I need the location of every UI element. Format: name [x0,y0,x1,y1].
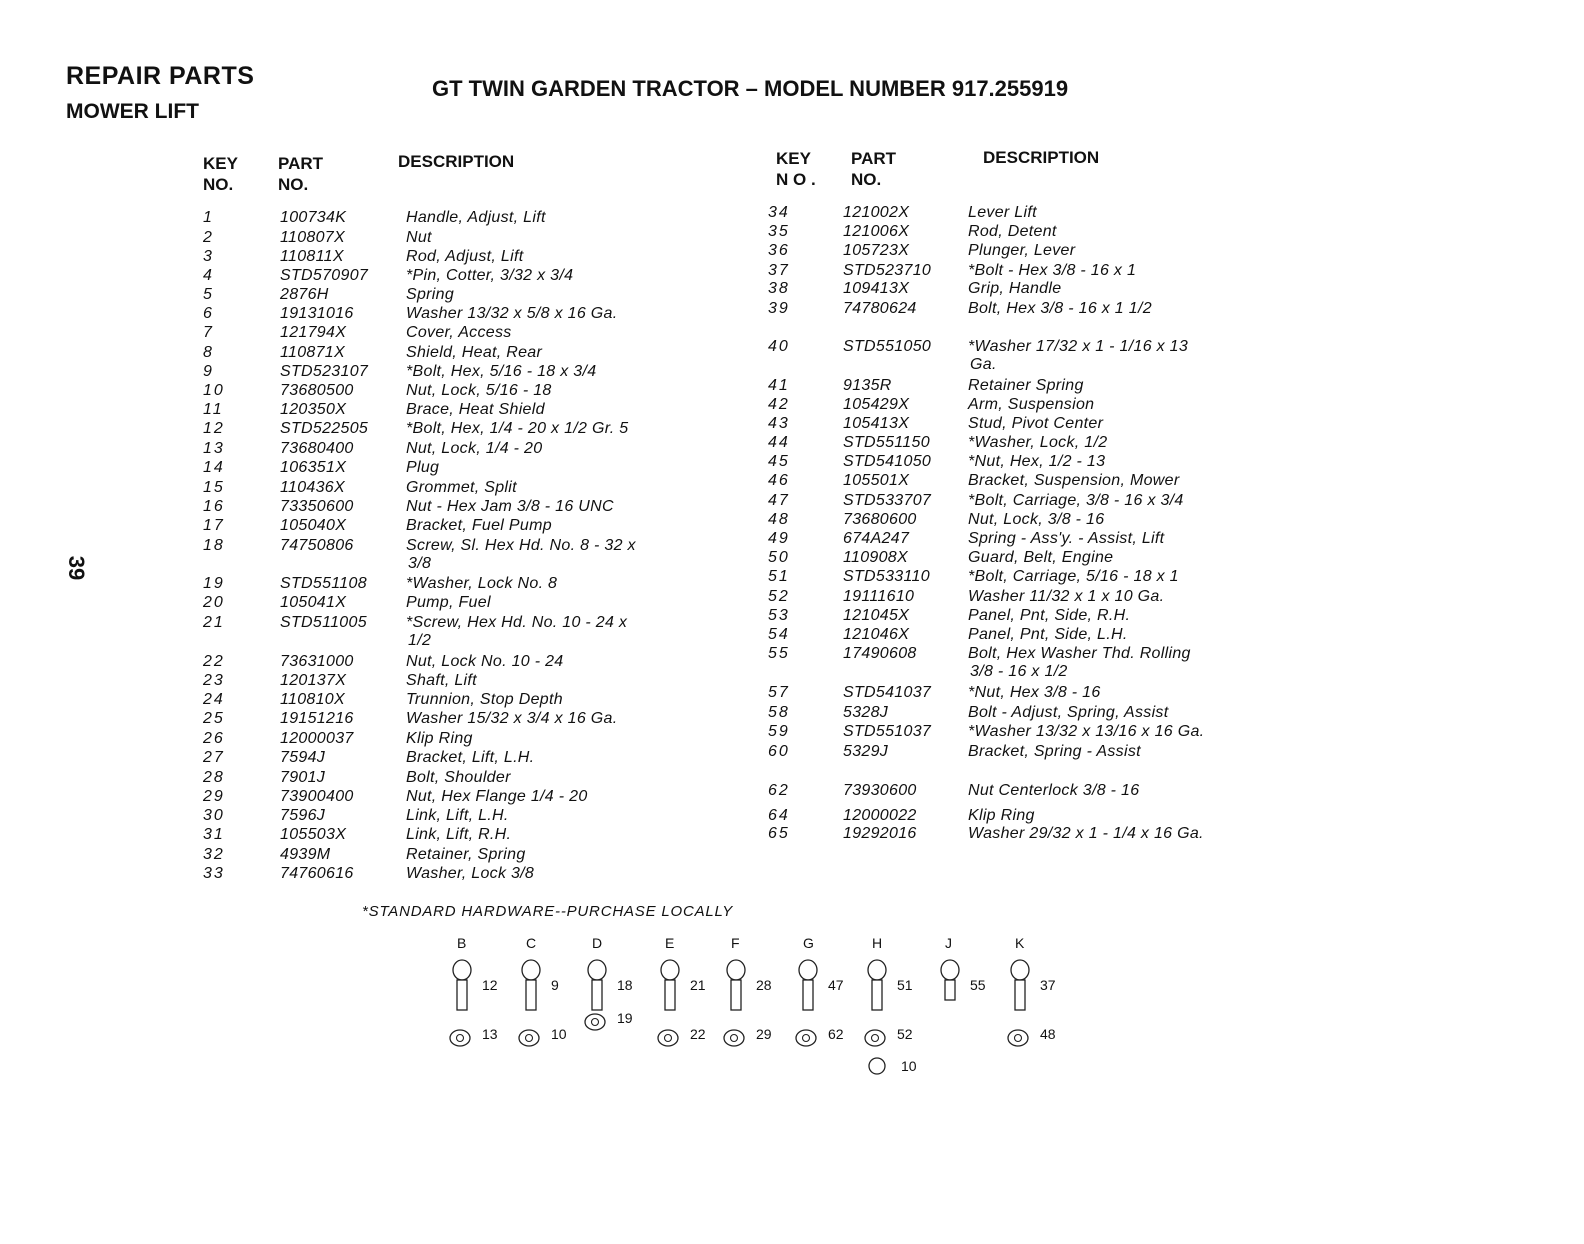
key-number: 5 [203,286,214,303]
part-description-cont: Ga. [970,356,997,373]
part-description: Panel, Pnt, Side, R.H. [968,607,1131,624]
part-number: 105503X [280,826,347,843]
nut-icon [796,1030,816,1046]
part-number: 73680400 [280,440,354,457]
part-description: Bolt - Adjust, Spring, Assist [968,704,1169,721]
part-description: Nut, Lock No. 10 - 24 [406,653,564,670]
part-number: 73900400 [280,788,354,805]
hardware-nut2-key: 10 [901,1058,917,1074]
key-number: 43 [768,415,790,432]
hardware-bolt-key: 9 [551,977,559,993]
key-number: 40 [768,338,790,355]
part-description: Nut [406,229,432,246]
page-number: 39 [64,555,90,581]
part-description: Washer 11/32 x 1 x 10 Ga. [968,588,1165,605]
key-number: 18 [203,537,225,554]
part-description: Stud, Pivot Center [968,415,1104,432]
part-description: Nut, Hex Flange 1/4 - 20 [406,788,588,805]
part-number: STD533110 [843,568,930,585]
hardware-letter: D [592,935,603,951]
part-description: *Bolt - Hex 3/8 - 16 x 1 [968,262,1137,279]
key-number: 50 [768,549,790,566]
key-number: 19 [203,575,225,592]
part-number: STD551037 [843,723,932,740]
part-number: 120350X [280,401,347,418]
part-header-line2: NO. [278,175,309,194]
part-description: Bracket, Lift, L.H. [406,749,535,766]
part-description: Plunger, Lever [968,242,1076,259]
model-heading: GT TWIN GARDEN TRACTOR – MODEL NUMBER 917.255919 [432,76,1069,101]
part-description: Klip Ring [968,807,1035,824]
part-number: 105041X [280,594,347,611]
part-number: STD511005 [280,614,367,631]
part-description-cont: 3/8 - 16 x 1/2 [970,663,1068,680]
part-description: Nut - Hex Jam 3/8 - 16 UNC [406,498,614,515]
part-description: Panel, Pnt, Side, L.H. [968,626,1128,643]
bolt-icon [941,960,959,1000]
part-number: 73680600 [843,511,917,528]
nut-icon [450,1030,470,1046]
nut-hole-shape [1015,1035,1022,1042]
part-number: 106351X [280,459,347,476]
key-number: 39 [768,300,790,317]
part-description: Plug [406,459,440,476]
key-number: 11 [203,401,224,418]
key-number: 9 [203,363,214,380]
part-number: 110810X [280,691,345,708]
part-number: 110807X [280,229,345,246]
key-number: 25 [203,710,225,727]
part-number: 73350600 [280,498,354,515]
part-description-cont: 1/2 [408,632,432,649]
part-description: *Bolt, Hex, 1/4 - 20 x 1/2 Gr. 5 [406,420,629,437]
bolt-icon [727,960,745,1010]
key-number: 29 [203,788,225,805]
key-number: 44 [768,434,790,451]
key-header-line2: N O . [776,170,816,189]
hardware-bolt-key: 12 [482,977,498,993]
part-description: Bolt, Hex 3/8 - 16 x 1 1/2 [968,300,1152,317]
part-number: 74760616 [280,865,354,882]
nut-icon [585,1014,605,1030]
bolt-icon [522,960,540,1010]
part-description: Pump, Fuel [406,594,491,611]
bolt-icon [588,960,606,1010]
part-number: 73680500 [280,382,354,399]
bolt-head-shape [941,960,959,980]
key-number: 48 [768,511,790,528]
bolt-icon [661,960,679,1010]
part-number: 7901J [280,769,326,786]
part-description: *Bolt, Carriage, 3/8 - 16 x 3/4 [968,492,1184,509]
part-description: Nut Centerlock 3/8 - 16 [968,782,1140,799]
nut-icon [519,1030,539,1046]
standard-hardware-note: *STANDARD HARDWARE--PURCHASE LOCALLY [362,903,734,920]
part-number: 73930600 [843,782,917,799]
nut-icon [724,1030,744,1046]
bolt-icon [453,960,471,1010]
part-description: Rod, Detent [968,223,1057,240]
key-number: 51 [768,568,790,585]
bolt-shank-shape [872,980,882,1010]
part-number: 121045X [843,607,910,624]
right-desc-header: DESCRIPTION [983,148,1100,167]
part-description: *Bolt, Hex, 5/16 - 18 x 3/4 [406,363,597,380]
part-description: Bolt, Shoulder [406,769,511,786]
hardware-nut-key: 19 [617,1010,633,1026]
nut-hole-shape [803,1035,810,1042]
part-description: Shaft, Lift [406,672,477,689]
key-number: 26 [203,730,225,747]
nut-icon [865,1030,885,1046]
part-number: STD522505 [280,420,369,437]
bolt-head-shape [727,960,745,980]
part-number: 120137X [280,672,347,689]
bolt-shank-shape [457,980,467,1010]
nut-hole-shape [526,1035,533,1042]
part-description: Klip Ring [406,730,473,747]
key-number: 54 [768,626,790,643]
key-number: 53 [768,607,790,624]
key-number: 20 [203,594,225,611]
key-number: 1 [203,209,214,226]
hardware-bolt-key: 51 [897,977,913,993]
key-number: 34 [768,204,790,221]
key-number: 22 [203,653,225,670]
part-description: Lever Lift [968,204,1037,221]
part-number: 105723X [843,242,910,259]
key-number: 2 [203,229,214,246]
key-number: 38 [768,280,790,297]
part-number: STD533707 [843,492,932,509]
key-header-line1: KEY [776,149,811,168]
key-number: 30 [203,807,225,824]
part-description: *Washer, Lock, 1/2 [968,434,1108,451]
key-number: 65 [768,825,790,842]
part-description: Washer 15/32 x 3/4 x 16 Ga. [406,710,618,727]
bolt-head-shape [868,960,886,980]
part-number: 674A247 [843,530,910,547]
hardware-bolt-key: 37 [1040,977,1056,993]
key-number: 46 [768,472,790,489]
part-number: STD523107 [280,363,369,380]
bolt-icon [799,960,817,1010]
part-number: 19151216 [280,710,354,727]
bolt-head-shape [661,960,679,980]
part-header-line2: NO. [851,170,882,189]
key-number: 47 [768,492,790,509]
bolt-head-shape [588,960,606,980]
key-number: 8 [203,344,214,361]
part-description-cont: 3/8 [408,555,432,572]
part-description: *Nut, Hex 3/8 - 16 [968,684,1101,701]
hardware-bolt-key: 28 [756,977,772,993]
part-description: Nut, Lock, 3/8 - 16 [968,511,1105,528]
part-number: 12000022 [843,807,917,824]
part-header-line1: PART [851,149,897,168]
part-number: 121046X [843,626,910,643]
part-description: Nut, Lock, 5/16 - 18 [406,382,552,399]
key-number: 16 [203,498,225,515]
part-description: *Pin, Cotter, 3/32 x 3/4 [406,267,574,284]
key-number: 41 [768,377,790,394]
hardware-letter: C [526,935,537,951]
key-number: 42 [768,396,790,413]
hardware-nut-key: 10 [551,1026,567,1042]
key-number: 32 [203,846,225,863]
nut-icon [869,1058,885,1074]
part-description: Washer 13/32 x 5/8 x 16 Ga. [406,305,618,322]
part-header-line1: PART [278,154,324,173]
part-number: 73631000 [280,653,354,670]
hardware-nut-key: 48 [1040,1026,1056,1042]
bolt-head-shape [522,960,540,980]
part-number: 5328J [843,704,889,721]
part-number: 110436X [280,479,345,496]
part-description: Shield, Heat, Rear [406,344,543,361]
key-number: 58 [768,704,790,721]
part-number: 121006X [843,223,910,240]
key-number: 64 [768,807,790,824]
part-number: 19292016 [843,825,917,842]
part-number: 100734K [280,209,347,226]
part-description: Cover, Access [406,324,512,341]
key-number: 17 [203,517,225,534]
part-number: 19131016 [280,305,354,322]
nut-icon [658,1030,678,1046]
key-number: 52 [768,588,790,605]
part-number: 17490608 [843,645,917,662]
key-number: 6 [203,305,214,322]
key-number: 27 [203,749,225,766]
bolt-head-shape [799,960,817,980]
bolt-shank-shape [592,980,602,1010]
part-number: 121794X [280,324,347,341]
part-description: Washer, Lock 3/8 [406,865,535,882]
key-number: 35 [768,223,790,240]
part-description: Link, Lift, R.H. [406,826,512,843]
part-number: 74780624 [843,300,917,317]
key-number: 13 [203,440,225,457]
part-number: 110871X [280,344,345,361]
key-number: 24 [203,691,225,708]
key-number: 7 [203,324,214,341]
key-number: 60 [768,743,790,760]
part-description: Spring [406,286,455,303]
bolt-icon [1011,960,1029,1010]
hardware-bolt-key: 21 [690,977,706,993]
part-description: Washer 29/32 x 1 - 1/4 x 16 Ga. [968,825,1204,842]
bolt-shank-shape [1015,980,1025,1010]
part-description: Handle, Adjust, Lift [406,209,546,226]
part-description: Rod, Adjust, Lift [406,248,524,265]
key-number: 62 [768,782,790,799]
hardware-letter: J [945,935,952,951]
part-number: STD541050 [843,453,932,470]
part-number: 19111610 [843,588,915,605]
part-description: Screw, Sl. Hex Hd. No. 8 - 32 x [406,537,636,554]
key-number: 49 [768,530,790,547]
part-number: STD570907 [280,267,369,284]
page-title: REPAIR PARTS [66,62,255,90]
key-number: 10 [203,382,225,399]
part-number: 7596J [280,807,326,824]
key-number: 28 [203,769,225,786]
part-description: Retainer Spring [968,377,1084,394]
key-number: 59 [768,723,790,740]
section-subtitle: MOWER LIFT [66,100,199,123]
part-number: 9135R [843,377,892,394]
part-number: 110908X [843,549,908,566]
hardware-nut-key: 29 [756,1026,772,1042]
key-number: 12 [203,420,225,437]
hardware-letter: K [1015,935,1025,951]
key-number: 21 [203,614,225,631]
part-number: 105413X [843,415,910,432]
bolt-shank-shape [945,980,955,1000]
left-desc-header: DESCRIPTION [398,152,515,171]
part-number: 105040X [280,517,347,534]
part-number: 7594J [280,749,326,766]
part-description: Brace, Heat Shield [406,401,545,418]
key-number: 4 [203,267,214,284]
nut-hole-shape [665,1035,672,1042]
part-description: Grip, Handle [968,280,1062,297]
hardware-nut-key: 62 [828,1026,844,1042]
key-number: 55 [768,645,790,662]
part-number: 121002X [843,204,910,221]
part-description: *Screw, Hex Hd. No. 10 - 24 x [406,614,628,631]
key-number: 36 [768,242,790,259]
bolt-head-shape [1011,960,1029,980]
part-description: *Washer, Lock No. 8 [406,575,558,592]
hardware-letter: B [457,935,467,951]
part-number: 12000037 [280,730,354,747]
part-number: 4939M [280,846,331,863]
key-number: 31 [203,826,225,843]
key-header-line2: NO. [203,175,234,194]
key-number: 14 [203,459,225,476]
nut-hole-shape [872,1035,879,1042]
part-description: Bracket, Fuel Pump [406,517,552,534]
nut-hole-shape [731,1035,738,1042]
key-number: 33 [203,865,225,882]
hardware-letter: F [731,935,740,951]
bolt-shank-shape [665,980,675,1010]
part-number: STD523710 [843,262,932,279]
nut-hole-shape [592,1019,599,1026]
part-number: 109413X [843,280,910,297]
part-number: STD551108 [280,575,367,592]
key-number: 3 [203,248,214,265]
part-number: 105501X [843,472,910,489]
bolt-shank-shape [731,980,741,1010]
key-number: 57 [768,684,790,701]
part-description: Bracket, Suspension, Mower [968,472,1180,489]
part-number: 110811X [280,248,344,265]
hardware-nut-key: 52 [897,1026,913,1042]
hardware-letter: G [803,935,814,951]
hardware-letter: H [872,935,883,951]
part-description: Grommet, Split [406,479,517,496]
part-description: Link, Lift, L.H. [406,807,509,824]
part-description: *Washer 13/32 x 13/16 x 16 Ga. [968,723,1205,740]
key-number: 45 [768,453,790,470]
part-description: Nut, Lock, 1/4 - 20 [406,440,543,457]
key-header-line1: KEY [203,154,238,173]
nut-hole-shape [457,1035,464,1042]
hardware-nut-key: 22 [690,1026,706,1042]
bolt-shank-shape [526,980,536,1010]
hardware-nut-key: 13 [482,1026,498,1042]
bolt-head-shape [453,960,471,980]
hardware-bolt-key: 18 [617,977,633,993]
part-description: Bolt, Hex Washer Thd. Rolling [968,645,1191,662]
key-number: 23 [203,672,225,689]
part-number: 74750806 [280,537,354,554]
part-description: Guard, Belt, Engine [968,549,1114,566]
part-description: *Nut, Hex, 1/2 - 13 [968,453,1106,470]
key-number: 15 [203,479,225,496]
bolt-icon [868,960,886,1010]
part-number: STD551150 [843,434,930,451]
part-description: Trunnion, Stop Depth [406,691,563,708]
part-description: *Bolt, Carriage, 5/16 - 18 x 1 [968,568,1179,585]
nut-icon [1008,1030,1028,1046]
part-number: 2876H [280,286,329,303]
part-number: 105429X [843,396,910,413]
hardware-bolt-key: 47 [828,977,844,993]
bolt-shank-shape [803,980,813,1010]
part-description: Retainer, Spring [406,846,526,863]
hardware-letter: E [665,935,675,951]
part-description: Bracket, Spring - Assist [968,743,1141,760]
part-description: Arm, Suspension [968,396,1095,413]
part-number: STD551050 [843,338,932,355]
part-description: Spring - Ass'y. - Assist, Lift [968,530,1165,547]
part-description: *Washer 17/32 x 1 - 1/16 x 13 [968,338,1189,355]
key-number: 37 [768,262,790,279]
part-number: STD541037 [843,684,932,701]
part-number: 5329J [843,743,889,760]
hardware-bolt-key: 55 [970,977,986,993]
